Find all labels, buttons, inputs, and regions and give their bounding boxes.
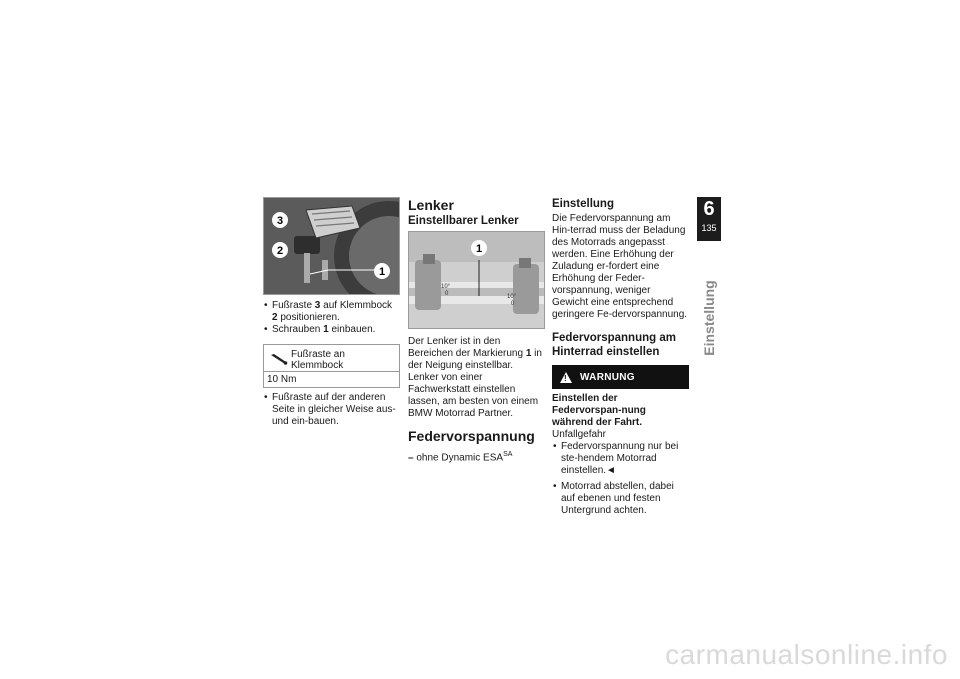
watermark: carmanualsonline.info bbox=[665, 639, 948, 670]
torque-value: 10 Nm bbox=[267, 374, 297, 385]
torque-wrench-icon bbox=[270, 353, 288, 365]
list-item: • Schrauben 1 einbauen. bbox=[263, 324, 400, 336]
list-item: • Fußraste 3 auf Klemmbock 2 positionieren. bbox=[263, 300, 400, 324]
warning-subtitle: Unfallgefahr bbox=[552, 429, 606, 440]
handlebar-illustration bbox=[409, 232, 544, 328]
end-marker: ◄ bbox=[606, 465, 616, 476]
variant-note: – ohne Dynamic $ESA^{SA}$ bbox=[408, 451, 513, 464]
callout-3: 3 bbox=[276, 215, 284, 227]
torque-spec-box bbox=[263, 344, 400, 388]
column-3 bbox=[552, 197, 689, 517]
svg-text:10°: 10° bbox=[507, 294, 517, 300]
paragraph: Lenker von einer Fachwerkstatt einstellen lassen, am besten von einem BMW Motorrad Partner. bbox=[408, 372, 539, 419]
callout-1: 1 bbox=[475, 243, 483, 255]
column-1 bbox=[263, 197, 400, 428]
chapter-tab bbox=[697, 197, 721, 241]
subsection-title-hinterrad: Federvorspannung am Hinterrad einstellen bbox=[552, 332, 676, 358]
footrest-illustration bbox=[264, 198, 399, 294]
warning-label: WARNUNG bbox=[580, 371, 635, 383]
side-chapter-title: Einstellung bbox=[701, 280, 717, 356]
callout-1: 1 bbox=[378, 266, 386, 278]
chapter-number: 6 bbox=[703, 198, 715, 220]
torque-label: Fußraste an Klemmbock bbox=[291, 349, 345, 371]
steps-list bbox=[263, 300, 400, 336]
warning-list bbox=[552, 441, 689, 517]
steps-list-2 bbox=[263, 392, 400, 428]
handlebar-photo bbox=[408, 231, 545, 329]
subsection-title-einstellung: Einstellung bbox=[552, 198, 614, 210]
page-number: 135 bbox=[701, 223, 717, 233]
warning-banner bbox=[552, 365, 689, 389]
paragraph: Die Federvorspannung am Hin-terrad muss der Beladung des Motorrads angepasst werden. Eine Erhöhung der Zuladung er-fordert eine Erhöhung der Feder-vorspannung, weniger Gewicht eine entsprechend geringere Fe-dervorspannung. bbox=[552, 213, 688, 320]
paragraph: Der Lenker ist in den Bereichen der Markierung 1 in der Neigung einstellbar. bbox=[408, 336, 542, 371]
warning-triangle-icon: ! bbox=[560, 372, 572, 383]
svg-text:0: 0 bbox=[511, 301, 515, 307]
footrest-photo bbox=[263, 197, 400, 295]
column-2 bbox=[408, 197, 545, 464]
section-title-federvorspannung: Federvorspannung bbox=[408, 428, 535, 444]
list-item: • Fußraste auf der anderen Seite in gleicher Weise aus- und ein-bauen. bbox=[263, 392, 400, 428]
svg-text:10°: 10° bbox=[441, 284, 451, 290]
section-title-lenker: Lenker bbox=[408, 197, 454, 213]
svg-text:0: 0 bbox=[445, 291, 449, 297]
subsection-title: Einstellbarer Lenker bbox=[408, 215, 519, 227]
list-item: • Motorrad abstellen, dabei auf ebenen und festen Untergrund achten. bbox=[552, 481, 689, 517]
warning-title: Einstellen der Federvorspan-nung während der Fahrt. bbox=[552, 393, 646, 428]
list-item: • Federvorspannung nur bei ste-hendem Motorrad einstellen.◄ bbox=[552, 441, 689, 477]
callout-2: 2 bbox=[276, 245, 284, 257]
